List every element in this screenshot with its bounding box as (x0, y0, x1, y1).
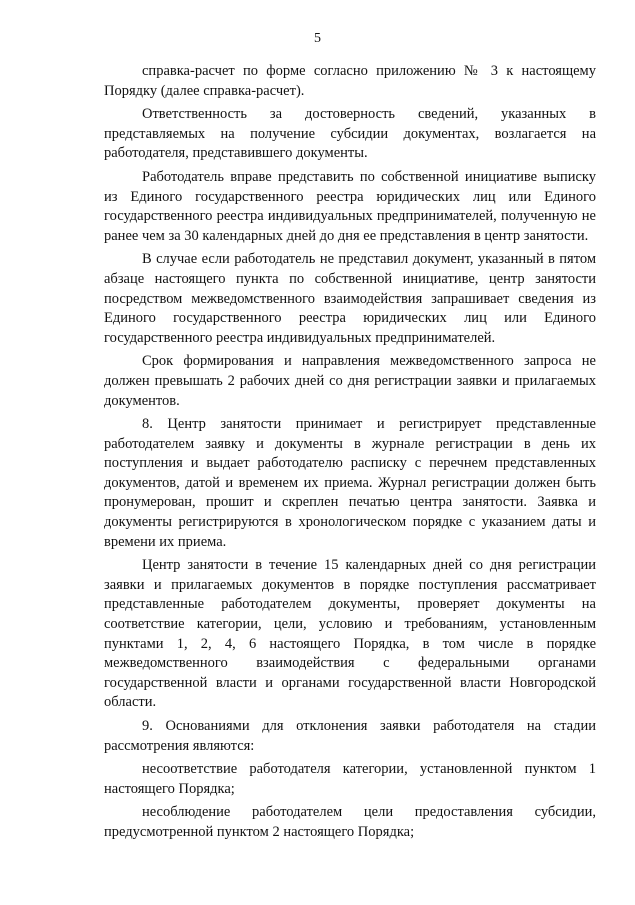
paragraph: В случае если работодатель не представил документ, указанный в пятом абзаце настоящего пункта по собственной инициативе, центр занятости посредством межведомственного взаимодействия запрашивает сведения из Единого государственного реестра юридических лиц или Единого государственного реестра индивидуальных предпринимателей. (104, 251, 596, 346)
paragraph: 8. Центр занятости принимает и регистрирует представленные работодателем заявку и документы в журнале регистрации в день их поступления и выдает работодателю расписку с перечнем представленных документов, датой и временем их приема. Журнал регистрации должен быть пронумерован, прошит и скреплен печатью центра занятости. Заявка и документы регистрируются в хронологическом порядке с указанием даты и времени их приема. (104, 416, 596, 550)
paragraph: несоответствие работодателя категории, установленной пунктом 1 настоящего Порядка; (104, 761, 596, 797)
paragraph: Ответственность за достоверность сведений, указанных в представляемых на получение субсидии документах, возлагается на работодателя, представившего документы. (104, 106, 596, 162)
paragraph: несоблюдение работодателем цели предоставления субсидии, предусмотренной пунктом 2 настоящего Порядка; (104, 804, 596, 840)
document-body (104, 62, 596, 847)
paragraph: Центр занятости в течение 15 календарных дней со дня регистрации заявки и прилагаемых документов в порядке поступления рассматривает представленные работодателем документы, проверяет документы на соответствие категории, цели, условию и требованиям, установленным пунктами 1, 2, 4, 6 настоящего Порядка, в том числе в порядке межведомственного взаимодействия с федеральными органами государственной власти и органами государственной власти Новгородской области. (104, 557, 596, 711)
paragraph: справка-расчет по форме согласно приложению № 3 к настоящему Порядку (далее справка-расчет). (104, 63, 596, 99)
paragraph: 9. Основаниями для отклонения заявки работодателя на стадии рассмотрения являются: (104, 718, 596, 754)
page-number: 5 (314, 31, 321, 46)
paragraph: Работодатель вправе представить по собственной инициативе выписку из Единого государственного реестра юридических лиц или Единого государственного реестра индивидуальных предпринимателей, полученную не ранее чем за 30 календарных дней до дня ее представления в центр занятости. (104, 168, 596, 244)
paragraph: Срок формирования и направления межведомственного запроса не должен превышать 2 рабочих дней со дня регистрации заявки и прилагаемых документов. (104, 353, 596, 409)
